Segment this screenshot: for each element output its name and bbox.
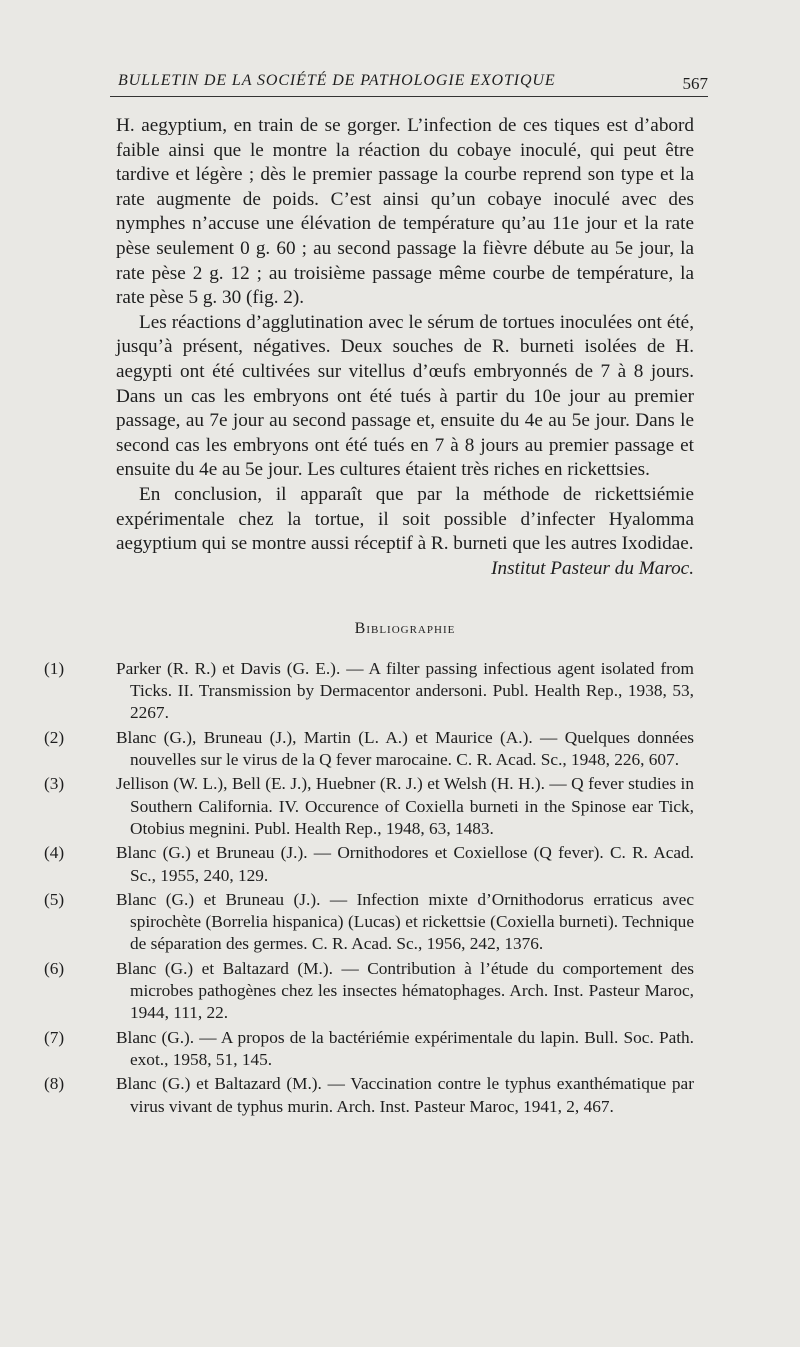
running-title: BULLETIN DE LA SOCIÉTÉ DE PATHOLOGIE EXOTIQUE — [118, 72, 556, 89]
reference-item — [44, 889, 694, 956]
reference-list — [44, 658, 694, 1118]
paragraph-2: Les réactions d’agglutination avec le sérum de tortues inoculées ont été, jusqu’à présent, négatives. Deux souches de R. burneti isolées de H. aegypti ont été cultivées sur vitellus d’œufs embryonnés de 7 à 8 jours. Dans un cas les embryons ont été tués à partir du 10e jour au premier passage, au 7e jour au second passage et, ensuite du 4e au 5e jour. Dans le second cas les embryons ont été tués en 7 à 8 jours au premier passage et ensuite du 4e au 5e jour. Les cultures étaient très riches en rickettsies. — [116, 311, 694, 481]
reference-text: Parker (R. R.) et Davis (G. E.). — A filter passing infectious agent isolated from Ticks. II. Transmission by Dermacentor andersoni. Publ. Health Rep., 1938, 53, 2267. — [116, 658, 694, 723]
reference-number: (1) — [44, 658, 65, 678]
affiliation: Institut Pasteur du Maroc. — [491, 557, 694, 579]
reference-text: Blanc (G.). — A propos de la bactériémie expérimentale du lapin. Bull. Soc. Path. exot., 1958, 51, 145. — [116, 1027, 694, 1069]
reference-text: Blanc (G.) et Bruneau (J.). — Infection mixte d’Ornithodorus erraticus avec spirochète (Borrelia hispanica) (Lucas) et rickettsie (Coxiella burneti). Technique de séparation des germes. C. R. Acad. Sc., 1956, 242, 1376. — [116, 889, 694, 954]
reference-text: Jellison (W. L.), Bell (E. J.), Huebner (R. J.) et Welsh (H. H.). — Q fever studies in Southern California. IV. Occurence of Coxiella burneti in the Spinose ear Tick, Otobius megnini. Publ. Health Rep., 1948, 63, 1483. — [116, 774, 694, 838]
reference-number: (7) — [44, 1027, 65, 1047]
page-number: 567 — [682, 74, 708, 93]
reference-item — [44, 842, 694, 887]
paragraph-3: En conclusion, il apparaît que par la méthode de rickettsiémie expérimentale chez la tortue, il soit possible d’infecter Hyalomma aegyptium qui se montre aussi réceptif à R. burneti que les autres Ixodidae. — [116, 483, 694, 555]
reference-number: (5) — [44, 889, 65, 909]
reference-number: (3) — [44, 774, 65, 794]
body-text — [44, 114, 694, 1120]
reference-text: Blanc (G.) et Baltazard (M.). — Vaccination contre le typhus exanthématique par virus vivant de typhus murin. Arch. Inst. Pasteur Maroc, 1941, 2, 467. — [116, 1074, 694, 1116]
reference-item — [44, 773, 694, 840]
reference-item — [44, 1027, 694, 1072]
paragraph-1: H. aegyptium, en train de se gorger. L’infection de ces tiques est d’abord faible ainsi que le montre la réaction du cobaye inoculé, qui peut être tardive et légère ; dès le premier passage la courbe reprend son type et la rate augmente de poids. C’est ainsi qu’un cobaye inoculé avec des nymphes n’accuse une élévation de température qu’au 11e jour et la rate pèse seulement 0 g. 60 ; au second passage la fièvre débute au 5e jour, la rate pèse 2 g. 12 ; au troisième passage même courbe de température, la rate pèse 5 g. 30 (fig. 2). — [116, 115, 694, 309]
reference-text: Blanc (G.), Bruneau (J.), Martin (L. A.) et Maurice (A.). — Quelques données nouvelles sur le virus de la Q fever marocaine. C. R. Acad. Sc., 1948, 226, 607. — [116, 727, 694, 770]
reference-number: (8) — [44, 1074, 65, 1094]
reference-item — [44, 658, 694, 725]
reference-text: Blanc (G.) et Baltazard (M.). — Contribution à l’étude du comportement des microbes pathogènes chez les insectes hématophages. Arch. Inst. Pasteur Maroc, 1944, 111, 22. — [116, 958, 694, 1023]
reference-item — [44, 727, 694, 772]
reference-number: (2) — [44, 727, 65, 747]
page-header — [110, 70, 708, 100]
bibliography-title: Bibliographie — [354, 620, 456, 638]
reference-item — [44, 958, 694, 1025]
header-rule — [110, 96, 708, 97]
reference-item — [44, 1073, 694, 1118]
reference-number: (4) — [44, 843, 65, 863]
reference-text: Blanc (G.) et Bruneau (J.). — Ornithodores et Coxiellose (Q fever). C. R. Acad. Sc., 1955, 240, 129. — [116, 843, 694, 885]
reference-number: (6) — [44, 958, 65, 978]
